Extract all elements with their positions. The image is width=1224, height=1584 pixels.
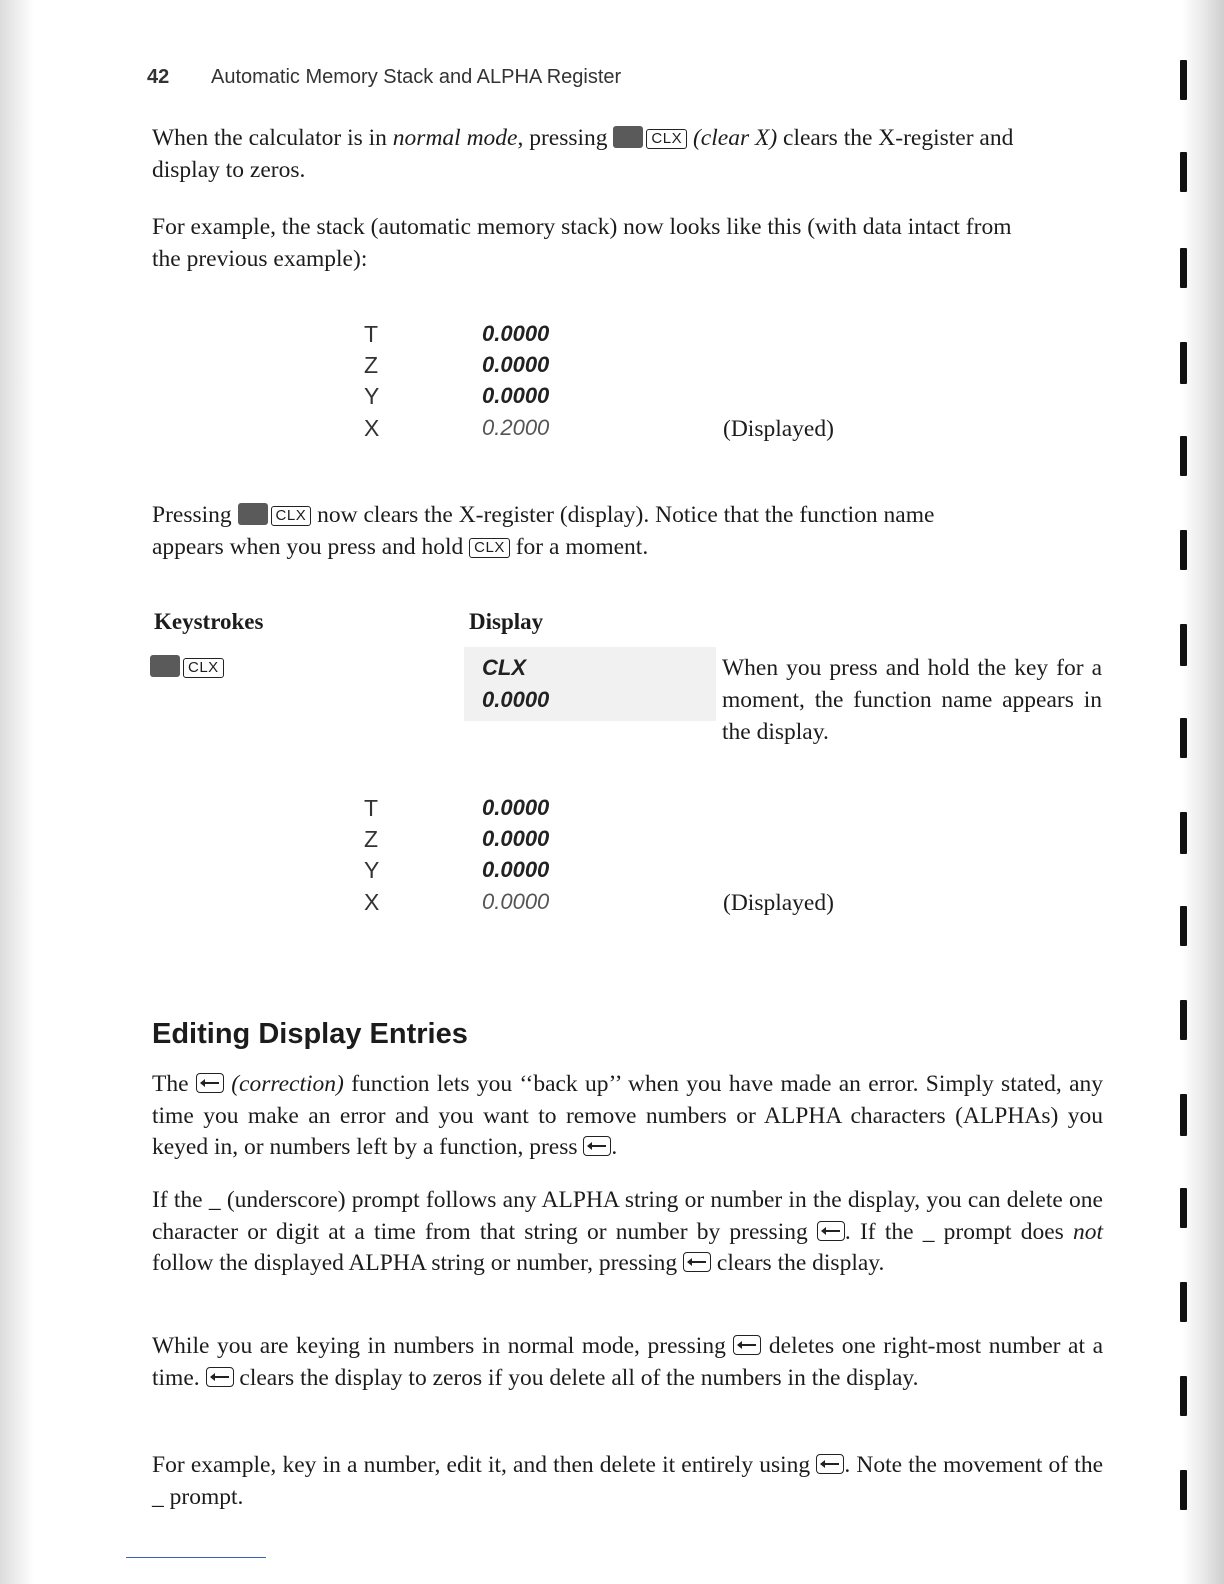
- index-tab-mark: [1180, 1470, 1187, 1510]
- index-tab-mark: [1180, 624, 1187, 666]
- register-value: 0.0000: [482, 321, 550, 346]
- footnote-rule: [126, 1557, 266, 1558]
- page-edge-right: [1182, 0, 1224, 1584]
- text: display to zeros.: [152, 156, 306, 183]
- register-label: T: [364, 321, 379, 347]
- keystroke-sequence: [150, 655, 224, 679]
- index-tab-mark: [1180, 1094, 1187, 1136]
- backarrow-key-icon: [583, 1136, 611, 1156]
- displayed-note: (Displayed): [723, 416, 834, 442]
- backarrow-key-icon: [196, 1073, 224, 1093]
- register-value: 0.2000: [482, 415, 550, 440]
- displayed-note: (Displayed): [723, 890, 834, 916]
- register-label: X: [364, 889, 380, 915]
- text: function lets you ‘‘back up’’ when you have made an error. Simply stated, any time you make an error and you want to remove numbers or ALPHA characters (ALPHAs) you keyed in, or numbers left by a function, press: [152, 1071, 1103, 1160]
- backarrow-key-icon: [733, 1335, 761, 1355]
- shift-key-icon: [613, 126, 643, 148]
- register-label: Z: [364, 352, 379, 378]
- index-tab-mark: [1180, 1188, 1187, 1228]
- emphasis-normal-mode: normal mode: [392, 125, 518, 151]
- index-tab-mark: [1180, 248, 1187, 288]
- register-label: Z: [364, 826, 379, 852]
- display-line: 0.0000: [482, 687, 550, 712]
- text: If the _ (underscore) prompt follows any ALPHA string or number in the display, you can delete one character or digit at a time from that string or number by pressing: [152, 1187, 1103, 1245]
- index-tab-mark: [1180, 718, 1187, 758]
- text: Pressing: [152, 502, 238, 528]
- register-label: Y: [364, 857, 380, 883]
- backarrow-key-icon: [206, 1367, 234, 1387]
- text: , pressing: [517, 125, 614, 151]
- text: clears the X-register and: [777, 125, 1014, 151]
- page-number: 42: [147, 66, 170, 88]
- index-tab-mark: [1180, 1376, 1187, 1416]
- shift-key-icon: [238, 503, 268, 525]
- register-value: 0.0000: [482, 857, 550, 882]
- register-label: T: [364, 795, 379, 821]
- index-tab-mark: [1180, 906, 1187, 946]
- index-tab-mark: [1180, 1000, 1187, 1040]
- text: While you are keying in numbers in normal mode, pressing: [152, 1333, 734, 1359]
- clx-key: CLX: [271, 506, 312, 526]
- text: .: [611, 1134, 618, 1160]
- register-label: Y: [364, 383, 380, 409]
- text: The: [152, 1071, 196, 1097]
- text: For example, key in a number, edit it, and then delete it entirely using: [152, 1452, 817, 1478]
- text: clears the display.: [711, 1250, 885, 1276]
- display-column-header: Display: [469, 609, 544, 634]
- index-tab-mark: [1180, 342, 1187, 384]
- running-header: [147, 66, 621, 89]
- text: the previous example):: [152, 245, 368, 272]
- register-value: 0.0000: [482, 795, 550, 820]
- paragraph-normal-mode-delete: [152, 1331, 1103, 1394]
- clx-key: CLX: [469, 538, 510, 558]
- text: For example, the stack (automatic memory stack) now looks like this (with data intact from: [152, 214, 1012, 240]
- backarrow-key-icon: [817, 1221, 845, 1241]
- register-value: 0.0000: [482, 889, 550, 914]
- text: now clears the X-register (display). Notice that the function name: [311, 502, 935, 528]
- paragraph-pressing-clx: [152, 500, 1103, 563]
- backarrow-key-icon: [683, 1252, 711, 1272]
- emphasis-correction: (correction): [223, 1071, 344, 1097]
- clx-key: CLX: [183, 658, 224, 678]
- register-label: X: [364, 415, 380, 441]
- emphasis-not: not: [1072, 1218, 1103, 1245]
- keystrokes-column-header: Keystrokes: [154, 609, 264, 634]
- text: appears when you press and hold: [152, 533, 470, 560]
- paragraph-underscore-prompt: [152, 1185, 1103, 1280]
- register-value: 0.0000: [482, 352, 550, 377]
- index-tab-mark: [1180, 436, 1187, 476]
- text: . Note the movement of the _ prompt.: [152, 1452, 1104, 1510]
- index-tab-mark: [1180, 152, 1187, 192]
- index-tab-mark: [1180, 1282, 1187, 1322]
- keystroke-note: When you press and hold the key for a moment, the function name appears in the display.: [722, 655, 1102, 745]
- text: for a moment.: [509, 533, 649, 560]
- display-line: CLX: [482, 655, 526, 680]
- backarrow-key-icon: [816, 1454, 844, 1474]
- paragraph-correction: [152, 1069, 1103, 1164]
- index-tab-mark: [1180, 530, 1187, 570]
- clx-key: CLX: [646, 129, 687, 149]
- paragraph-example-edit: [152, 1450, 1103, 1513]
- paragraph-clear-x: [152, 123, 1103, 186]
- text: . If the _ prompt does: [844, 1218, 1073, 1245]
- text: follow the displayed ALPHA string or number, pressing: [152, 1250, 684, 1276]
- text: clears the display to zeros if you delete all of the numbers in the display.: [233, 1364, 919, 1391]
- section-heading: Editing Display Entries: [152, 1018, 468, 1050]
- shift-key-icon: [150, 655, 180, 677]
- paragraph-stack-example: [152, 212, 1103, 275]
- running-title: Automatic Memory Stack and ALPHA Register: [211, 66, 622, 88]
- emphasis-clear-x: (clear X): [687, 125, 778, 151]
- text: When the calculator is in: [152, 125, 393, 151]
- index-tab-mark: [1180, 60, 1187, 100]
- register-value: 0.0000: [482, 383, 550, 408]
- text: deletes one right-most number at a time.: [152, 1333, 1103, 1391]
- index-tab-mark: [1180, 812, 1187, 854]
- register-value: 0.0000: [482, 826, 550, 851]
- page-edge-left: [0, 0, 34, 1584]
